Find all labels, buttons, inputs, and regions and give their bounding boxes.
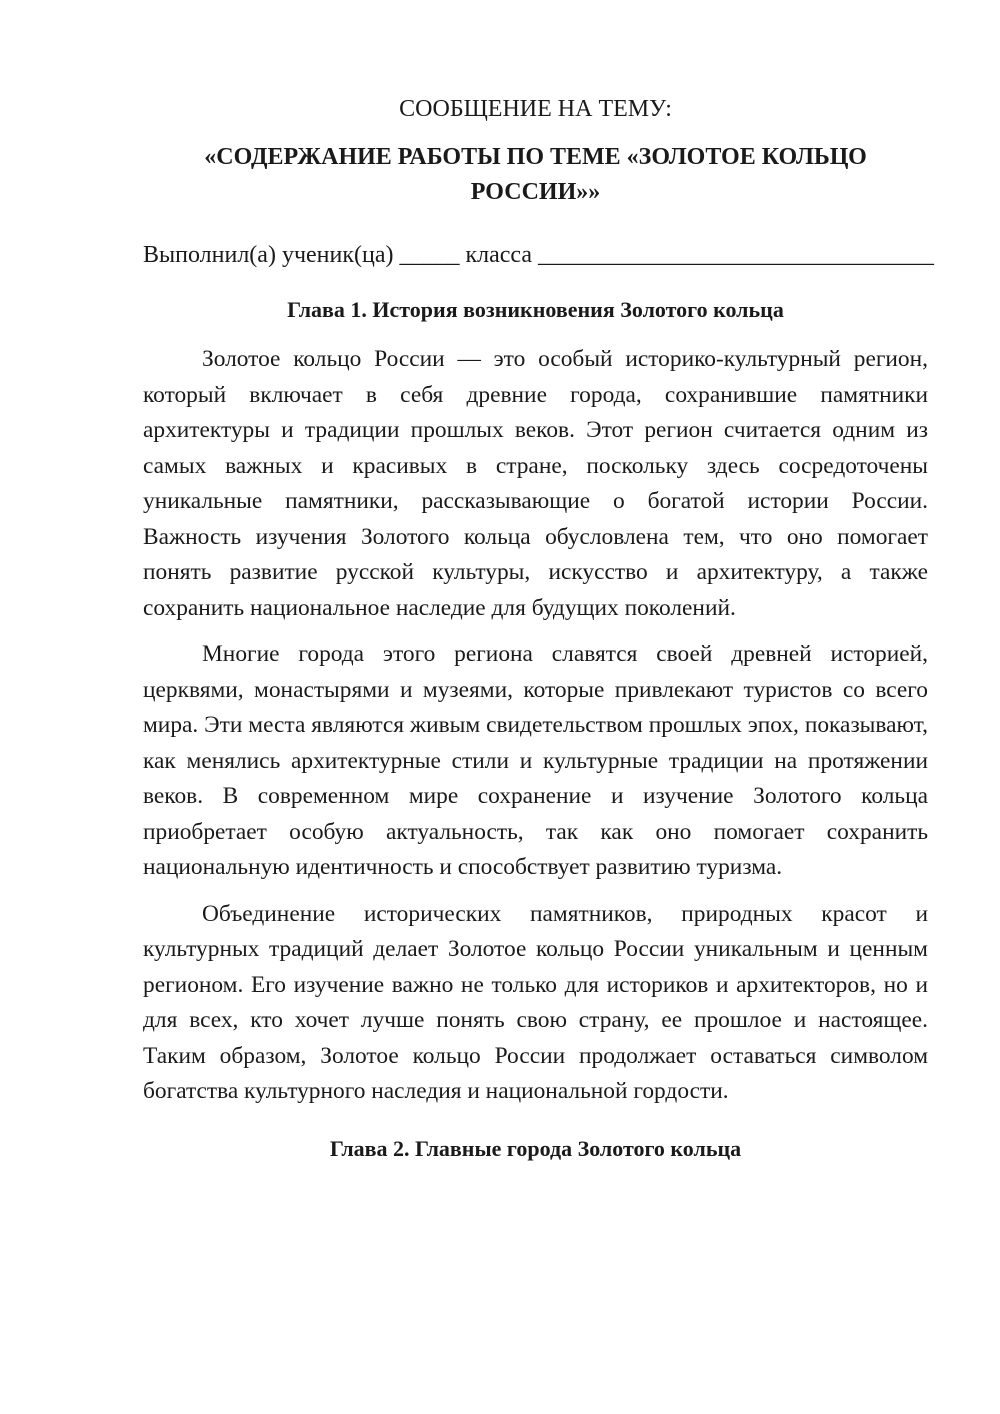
page-content	[143, 92, 935, 1165]
chapter-1-paragraph-1: Золотое кольцо России — это особый историко-культурный регион, который включает в себя древние города, сохранившие памятники архитектуры и традиции прошлых веков. Этот регион считается одним из самых важных и красивых в стране, поскольку здесь сосредоточены уникальные памятники, рассказывающие о богатой истории России. Важность изучения Золотого кольца обусловлена тем, что оно помогает понять развитие русской культуры, искусство и архитектуру, а также сохранить национальное наследие для будущих поколений.	[143, 346, 928, 621]
document-subject-line: СООБЩЕНИЕ НА ТЕМУ:	[399, 96, 672, 122]
document-topic-title: «СОДЕРЖАНИЕ РАБОТЫ ПО ТЕМЕ «ЗОЛОТОЕ КОЛЬЦО РОССИИ»»	[204, 144, 867, 205]
chapter-1-paragraph-2: Многие города этого региона славятся своей древней историей, церквями, монастырями и музеями, которые привлекают туристов со всего мира. Эти места являются живым свидетельством прошлых эпох, показывают, как менялись архитектурные стили и культурные традиции на протяжении веков. В современном мире сохранение и изучение Золотого кольца приобретает особую актуальность, так как оно помогает сохранить национальную идентичность и способствует развитию туризма.	[143, 641, 928, 880]
author-line: Выполнил(а) ученик(ца) _____ класса _________________________________	[143, 242, 935, 268]
chapter-1-paragraph-3: Объединение исторических памятников, природных красот и культурных традиций делает Золотое кольцо России уникальным и ценным регионом. Его изучение важно не только для историков и архитекторов, но и для всех, кто хочет лучше понять свою страну, ее прошлое и настоящее. Таким образом, Золотое кольцо России продолжает оставаться символом богатства культурного наследия и национальной гордости.	[143, 900, 928, 1104]
chapter-1-title: Глава 1. История возникновения Золотого кольца	[287, 297, 784, 322]
chapter-2-title: Глава 2. Главные города Золотого кольца	[329, 1135, 742, 1161]
